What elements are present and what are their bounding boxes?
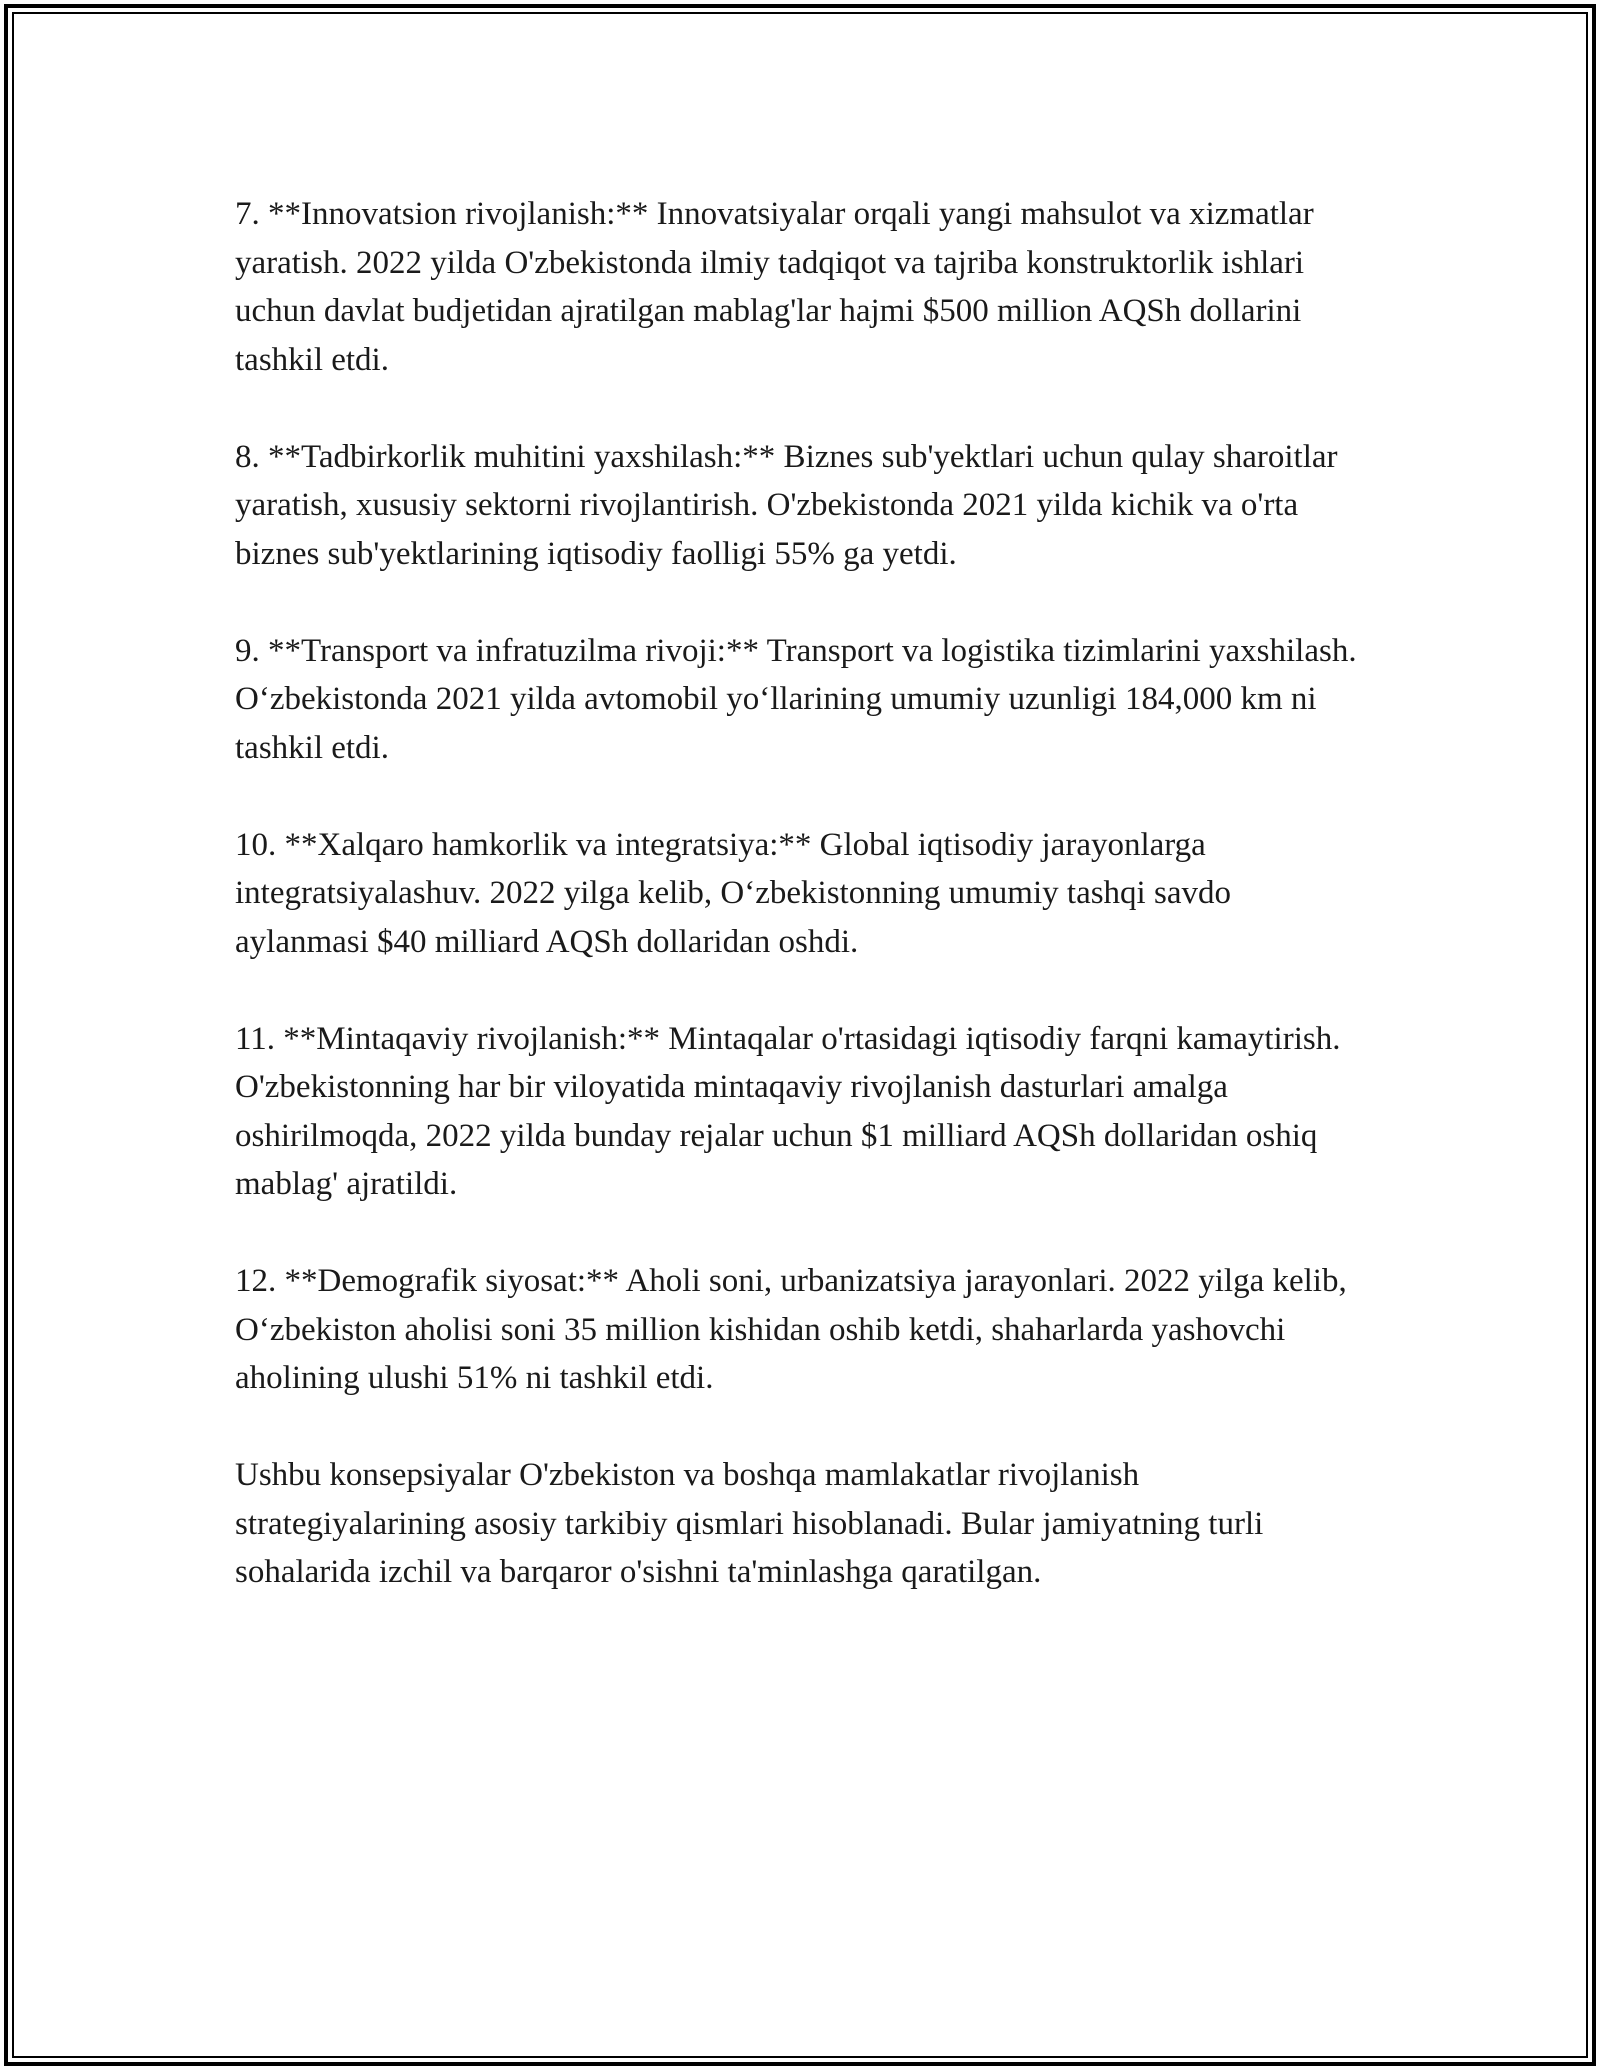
paragraph-international-cooperation: 10. **Xalqaro hamkorlik va integratsiya:** Global iqtisodiy jarayonlarga integratsiyalashuv. 2022 yilga kelib, O‘zbekistonning umumiy tashqi savdo aylanmasi $40 milliard AQSh dollaridan oshdi. bbox=[235, 826, 1231, 960]
paragraph-regional-development: 11. **Mintaqaviy rivojlanish:** Mintaqalar o'rtasidagi iqtisodiy farqni kamaytirish. O'zbekistonning har bir viloyatida mintaqaviy rivojlanish dasturlari amalga oshirilmoqda, 2022 yilda bunday rejalar uchun $1 milliard AQSh dollaridan oshiq mablag' ajratildi. bbox=[235, 1020, 1341, 1202]
paragraph-transport-infrastructure: 9. **Transport va infratuzilma rivoji:** Transport va logistika tizimlarini yaxshilash. O‘zbekistonda 2021 yilda avtomobil yo‘llarining umumiy uzunligi 184,000 km ni tashkil etdi. bbox=[235, 632, 1357, 766]
paragraph-conclusion: Ushbu konsepsiyalar O'zbekiston va boshqa mamlakatlar rivojlanish strategiyalarining asosiy tarkibiy qismlari hisoblanadi. Bular jamiyatning turli sohalarida izchil va barqaror o'sishni ta'minlashga qaratilgan. bbox=[235, 1457, 1264, 1590]
paragraph-innovation: 7. **Innovatsion rivojlanish:** Innovatsiyalar orqali yangi mahsulot va xizmatlar yaratish. 2022 yilda O'zbekistonda ilmiy tadqiqot va tajriba konstruktorlik ishlari uchun davlat budjetidan ajratilgan mablag'lar hajmi $500 million AQSh dollarini tashkil etdi. bbox=[235, 196, 1314, 378]
document-body bbox=[235, 190, 1370, 1645]
paragraph-demographic-policy: 12. **Demografik siyosat:** Aholi soni, urbanizatsiya jarayonlari. 2022 yilga kelib, O‘zbekiston aholisi soni 35 million kishidan oshib ketdi, shaharlarda yashovchi aholining ulushi 51% ni tashkil etdi. bbox=[235, 1263, 1347, 1396]
paragraph-business-environment: 8. **Tadbirkorlik muhitini yaxshilash:** Biznes sub'yektlari uchun qulay sharoitlar yaratish, xususiy sektorni rivojlantirish. O'zbekistonda 2021 yilda kichik va o'rta biznes sub'yektlarining iqtisodiy faolligi 55% ga yetdi. bbox=[235, 438, 1338, 572]
